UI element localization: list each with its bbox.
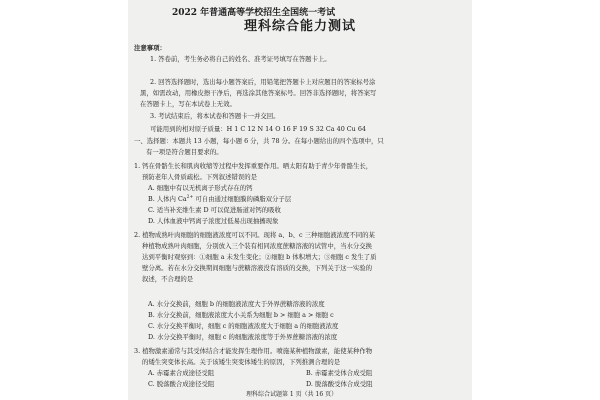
notice-item-2-cont2: 在答题卡上，写在本试卷上无效。 <box>140 100 236 108</box>
part-heading-cont: 有一项是符合题目要求的。 <box>146 148 223 156</box>
question-2-option-a: A. 水分交换前，细胞 b 的细胞液浓度大于外界蔗糖溶液的浓度 <box>148 300 325 308</box>
question-1-option-b: B. 人体内 $Ca^{2+}$ 可自由通过细胞膜的磷脂双分子层 <box>148 194 292 203</box>
question-1-stem-cont: 预防老年人骨质疏松。下列叙述错误的是 <box>142 173 258 181</box>
question-2-option-b: B. 水分交换前，细胞液浓度大小关系为细胞 b > 细胞 a > 细胞 c <box>148 311 334 319</box>
question-2-option-c: C. 水分交换平衡时，细胞 c 的细胞液浓度大于细胞 a 的细胞液浓度 <box>148 322 339 330</box>
question-1-option-c: C. 适当补充维生素 D 可以促进肠道对钙的吸收 <box>148 206 281 214</box>
question-3-option-a: A. 赤霉素合成途径受阻 <box>148 369 215 377</box>
question-3-stem-cont: 的矮生突变体长高。关于该矮生突变体矮生的原因，下列推测合理的是 <box>142 358 341 366</box>
atomic-masses: 可能用到的相对原子质量：H 1 C 12 N 14 O 16 F 19 S 32 Ca 40 Cu 64 <box>150 125 366 133</box>
question-3-option-d: D. 脱落酸受体合成受阻 <box>306 380 373 388</box>
question-1-stem: 1. 钙在骨骼生长和肌肉收缩等过程中发挥重要作用。晒太阳有助于青少年骨骼生长， <box>134 162 373 170</box>
notice-item-3: 3. 考试结束后，将本试卷和答题卡一并交回。 <box>150 112 280 120</box>
exam-paper-page <box>128 0 472 400</box>
question-2-option-d: D. 水分交换平衡时，细胞 c 的细胞液浓度等于外界蔗糖溶液的浓度 <box>148 333 338 341</box>
notice-item-2-cont: 黑，如需改动，用橡皮擦干净后，再选涂其他答案标号。回答非选择题时，将答案写 <box>140 89 377 97</box>
question-1-option-a: A. 细胞中有以无机离子形式存在的钙 <box>148 184 253 192</box>
notice-item-1: 1. 答卷前，考生务必将自己的姓名、准考证号填写在答题卡上。 <box>150 55 331 63</box>
question-2-stem-cont: 叙述，不合理的是 <box>142 275 194 283</box>
subject-title: 理科综合能力测试 <box>244 19 357 34</box>
question-2-stem-cont: 种植物成熟叶肉细胞，分别放入三个装有相同浓度蔗糖溶液的试管中，当水分交换 <box>142 242 373 250</box>
question-3-option-b: B. 赤霉素受体合成受阻 <box>306 369 373 377</box>
question-2-stem-cont: 达到平衡时观察到：①细胞 a 未发生变化；②细胞 b 体积增大；③细胞 c 发生了质 <box>142 253 377 261</box>
question-3-option-c: C. 脱落酸合成途径受阻 <box>148 380 215 388</box>
notice-item-2: 2. 回答选择题时，选出每小题答案后，用铅笔把答题卡上对应题目的答案标号涂 <box>150 78 376 86</box>
page-footer: 理科综合试题第 1 页（共 16 页） <box>246 391 338 398</box>
part-heading: 一、选择题：本题共 13 小题，每小题 6 分，共 78 分。在每小题给出的四个选项中，只 <box>134 137 384 145</box>
question-3-stem: 3. 植物激素通常与其受体结合才能发挥生理作用。喷施某种植物激素，能使某种作物 <box>134 347 373 355</box>
exam-title: 2022 年普通高等学校招生全国统一考试 <box>172 8 336 18</box>
question-2-stem-cont: 壁分离。若在水分交换期间细胞与蔗糖溶液没有溶质的交换，下列关于这一实验的 <box>142 264 373 272</box>
question-1-option-d: D. 人体血液中钙离子浓度过低易出现抽搐现象 <box>148 217 279 225</box>
question-2-stem: 2. 植物成熟叶肉细胞的细胞液浓度可以不同。现将 a、b、c 三种细胞液浓度不同的某 <box>134 231 375 239</box>
notice-heading: 注意事项： <box>134 44 166 52</box>
